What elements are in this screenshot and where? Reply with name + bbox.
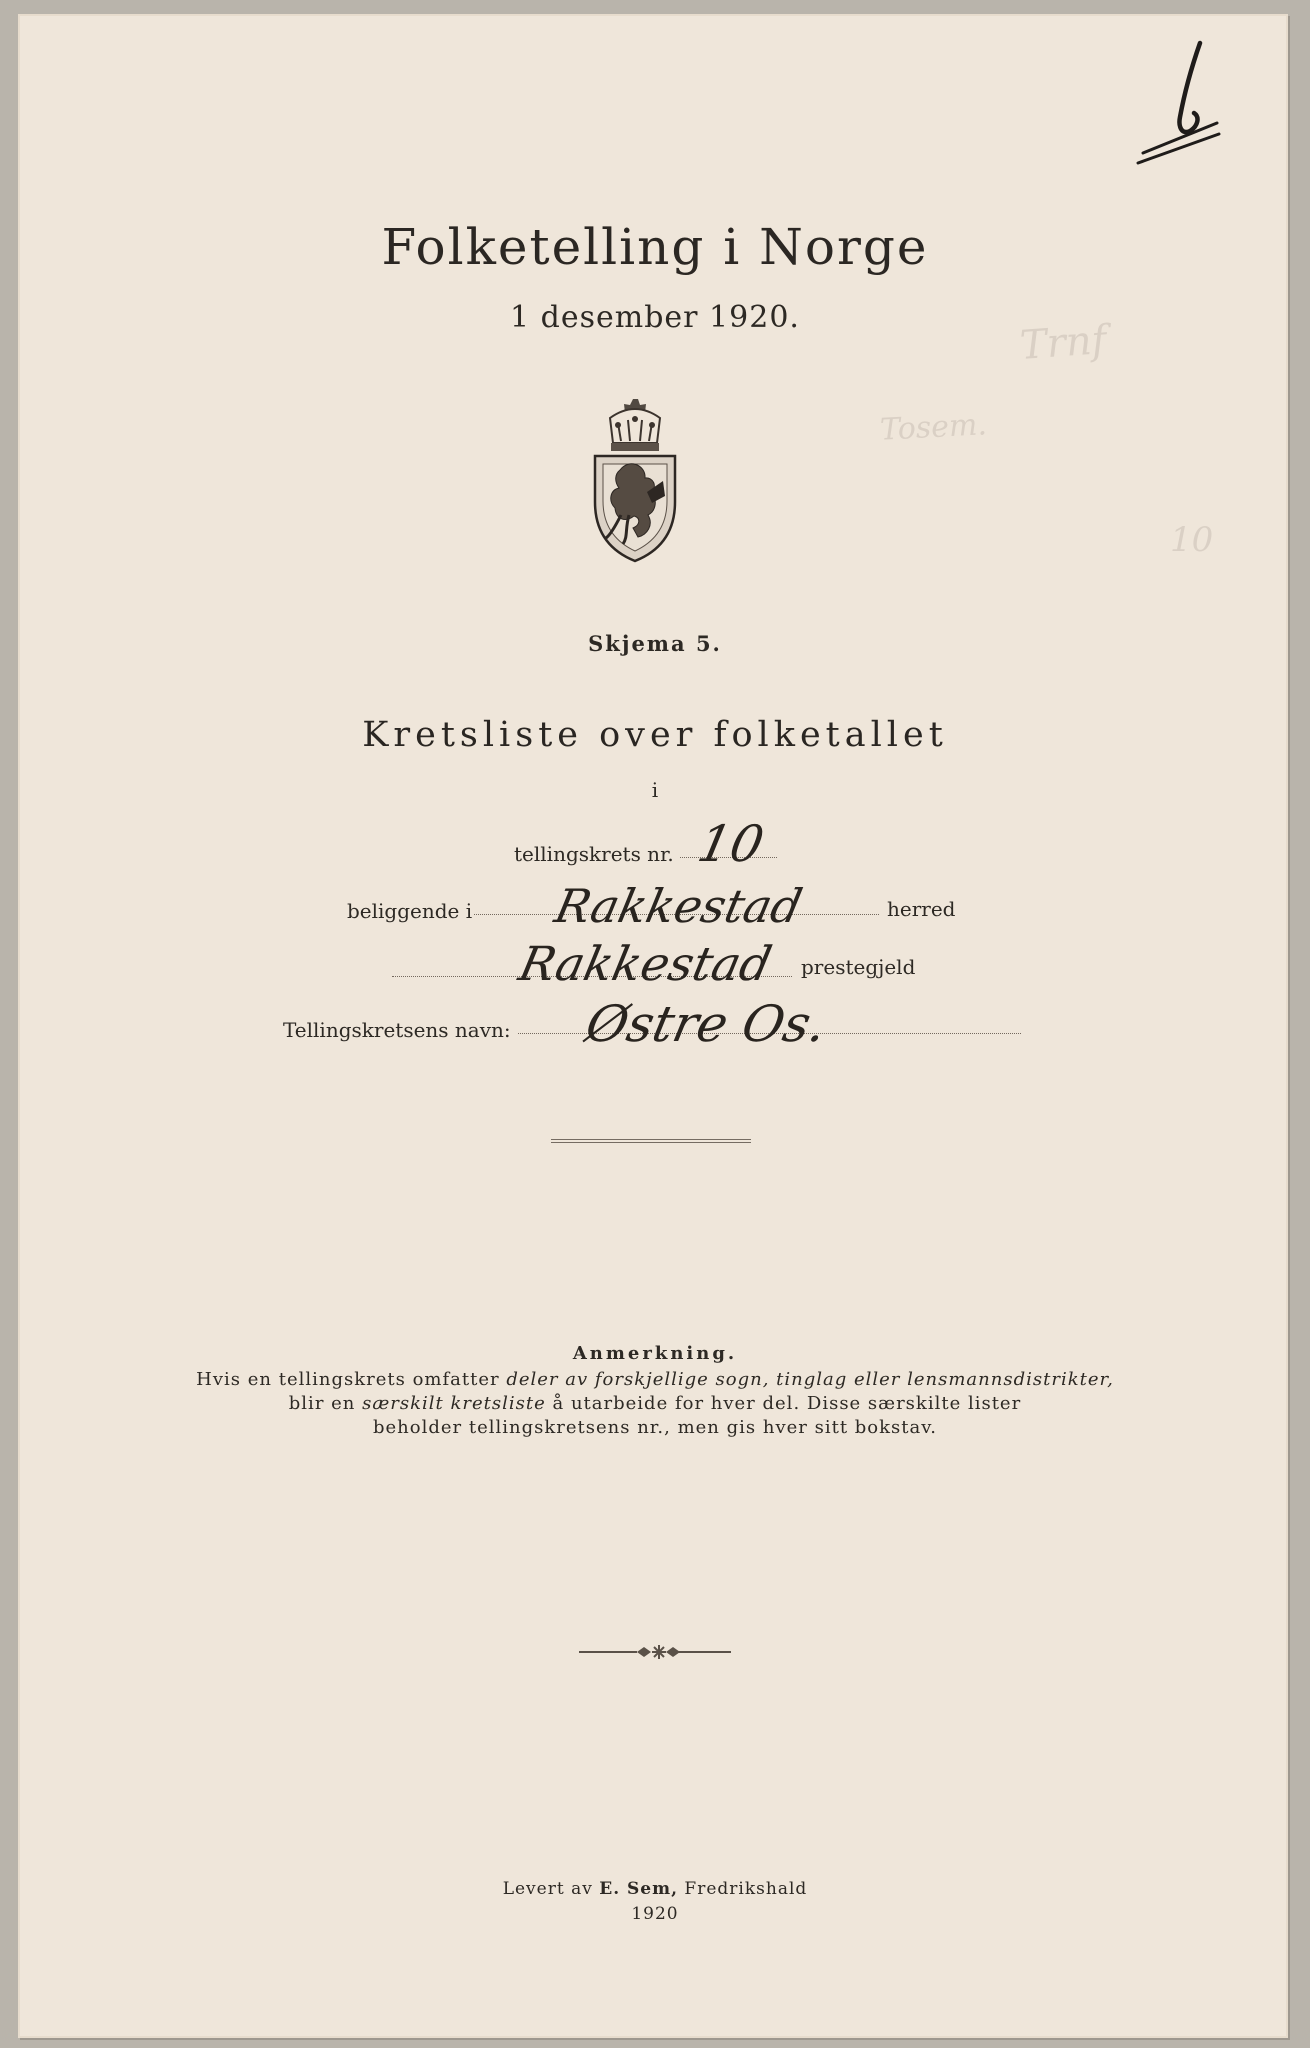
district-number-label: tellingskrets nr. — [514, 842, 674, 866]
located-in-label: beliggende i — [347, 899, 473, 923]
section-divider — [551, 1139, 751, 1143]
bleed-through-ink: 10 — [1170, 520, 1214, 560]
bleed-through-ink: Trnf — [1018, 317, 1108, 369]
parish-suffix: prestegjeld — [801, 955, 916, 979]
printer-year: 1920 — [631, 1904, 679, 1924]
note-line-1-start: Hvis en tellingskrets omfatter — [196, 1369, 507, 1390]
document-title: Folketelling i Norge — [381, 218, 929, 276]
municipality-suffix: herred — [887, 897, 956, 921]
district-number-value: 10 — [692, 815, 769, 873]
norwegian-coat-of-arms-icon — [590, 395, 680, 565]
municipality-value: Rakkestad — [550, 879, 807, 933]
handwritten-corner-mark-icon — [1135, 35, 1225, 165]
bleed-through-ink: Tosem. — [879, 407, 988, 448]
note-line-2-start: blir en — [288, 1393, 363, 1414]
note-line-2 — [0, 1392, 1310, 1416]
district-name-label: Tellingskretsens navn: — [283, 1018, 511, 1042]
form-schema-number: Skjema 5. — [588, 631, 722, 656]
note-line-1-italic: deler av forskjellige sogn, tinglag eller lensmannsdistrikter, — [506, 1369, 1114, 1390]
printer-prefix: Levert av — [502, 1879, 600, 1899]
note-line-1 — [0, 1368, 1310, 1392]
printer-line — [0, 1877, 1310, 1902]
printer-city: Fredrikshald — [678, 1879, 808, 1899]
district-name-value: Østre Os. — [580, 995, 832, 1053]
printer-imprint — [0, 1877, 1310, 1927]
note-line-2-end: å utarbeide for hver del. Disse særskilte lister — [545, 1393, 1022, 1414]
decorative-ornament-icon — [579, 1644, 731, 1660]
connector-word: i — [651, 778, 659, 802]
note-line-2-italic: særskilt kretsliste — [362, 1393, 546, 1414]
parish-value: Rakkestad — [514, 937, 777, 992]
note-body — [0, 1368, 1310, 1440]
note-line-3: beholder tellingskretsens nr., men gis hver sitt bokstav. — [372, 1417, 937, 1438]
form-heading: Kretsliste over folketallet — [362, 715, 948, 755]
census-date: 1 desember 1920. — [510, 300, 800, 335]
printer-name: E. Sem, — [599, 1879, 679, 1899]
note-title: Anmerkning. — [572, 1343, 738, 1364]
